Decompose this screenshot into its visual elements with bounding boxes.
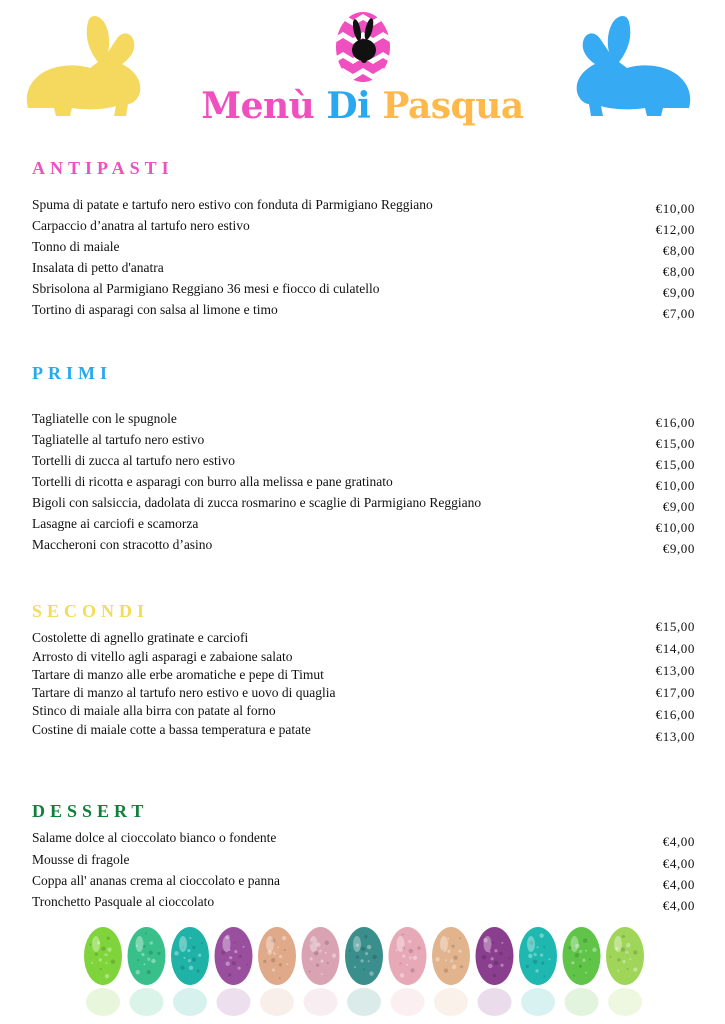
item-price: €10,00 (655, 520, 695, 535)
easter-egg-icon (519, 927, 557, 1016)
menu-item (32, 514, 695, 534)
item-name: Insalata di petto d'anatra (32, 260, 164, 275)
item-price: €15,00 (655, 436, 695, 451)
item-name: Coppa all' ananas crema al cioccolato e panna (32, 873, 280, 888)
item-name: Tronchetto Pasquale al cioccolato (32, 894, 215, 909)
menu-item (32, 409, 695, 429)
menu-item (32, 535, 695, 555)
section-title-antipasti: ANTIPASTI (32, 158, 174, 178)
menu-item (32, 300, 695, 320)
item-name: Tortino di asparagi con salsa al limone e timo (32, 302, 278, 317)
item-name: Tartare di manzo al tartufo nero estivo e uovo di quaglia (32, 685, 336, 700)
item-price: €7,00 (662, 306, 695, 321)
item-name: Tortelli di zucca al tartufo nero estivo (32, 453, 235, 468)
easter-egg-icon (389, 927, 427, 1016)
item-name: Salame dolce al cioccolato bianco o fondente (32, 830, 277, 845)
menu-item (32, 619, 695, 648)
item-price: €10,00 (655, 478, 695, 493)
item-price: €10,00 (655, 201, 695, 216)
item-price: €8,00 (662, 243, 695, 258)
item-price: €17,00 (655, 685, 695, 700)
item-price: €16,00 (655, 707, 695, 722)
menu-item (32, 430, 695, 450)
easter-egg-icon (215, 927, 253, 1016)
menu-item (32, 493, 695, 513)
item-price: €12,00 (655, 222, 695, 237)
easter-egg-icon (345, 927, 383, 1016)
menu-item (32, 472, 695, 492)
menu-item (32, 828, 695, 848)
menu-item (32, 683, 695, 703)
menu-item (32, 237, 695, 257)
item-name: Mousse di fragole (32, 852, 130, 867)
item-price: €9,00 (662, 499, 695, 514)
item-name: Costine di maiale cotte a bassa temperatura e patate (32, 722, 311, 737)
item-name: Arrosto di vitello agli asparagi e zabaione salato (32, 649, 293, 664)
item-name: Tonno di maiale (32, 239, 120, 254)
menu-item (32, 279, 695, 299)
item-name: Tartare di manzo alle erbe aromatiche e pepe di Timut (32, 667, 324, 682)
title-word-menu: Menù (201, 85, 315, 127)
item-name: Costolette di agnello gratinate e carciofi (32, 630, 249, 645)
easter-eggs-row (82, 924, 647, 1022)
easter-egg-icon (128, 927, 166, 1016)
item-name: Tortelli di ricotta e asparagi con burro alla melissa e pane gratinato (32, 474, 393, 489)
easter-egg-logo-icon (333, 8, 393, 84)
menu-item (32, 258, 695, 278)
item-price: €14,00 (655, 641, 695, 656)
easter-egg-icon (84, 927, 122, 1016)
item-price: €15,00 (655, 457, 695, 472)
item-price: €8,00 (662, 264, 695, 279)
item-name: Spuma di patate e tartufo nero estivo con fonduta di Parmigiano Reggiano (32, 197, 433, 212)
item-name: Lasagne ai carciofi e scamorza (32, 516, 199, 531)
item-price: €4,00 (662, 898, 695, 913)
menu-item (32, 701, 695, 721)
menu-item (32, 665, 695, 685)
menu-item (32, 850, 695, 870)
section-title-primi: PRIMI (32, 363, 112, 383)
title-word-pasqua: Pasqua (382, 85, 524, 127)
menu-item (32, 871, 695, 891)
easter-egg-icon (171, 927, 209, 1016)
item-name: Tagliatelle con le spugnole (32, 411, 177, 426)
section-title-dessert: DESSERT (32, 801, 149, 821)
item-name: Tagliatelle al tartufo nero estivo (32, 432, 205, 447)
item-price: €15,00 (655, 619, 695, 634)
item-price: €4,00 (662, 834, 695, 849)
menu-item (32, 720, 695, 744)
section-title-secondi: SECONDI (32, 601, 150, 621)
easter-egg-icon (563, 927, 601, 1016)
easter-egg-icon (432, 927, 470, 1016)
easter-egg-icon (258, 927, 296, 1016)
item-price: €16,00 (655, 415, 695, 430)
menu-item (32, 216, 695, 236)
title-word-di: Di (326, 85, 371, 127)
menu-item (32, 641, 695, 667)
item-price: €9,00 (662, 541, 695, 556)
item-price: €9,00 (662, 285, 695, 300)
page-title (0, 84, 725, 128)
item-price: €13,00 (655, 663, 695, 678)
item-name: Stinco di maiale alla birra con patate al forno (32, 703, 276, 718)
item-name: Sbrisolona al Parmigiano Reggiano 36 mesi e fiocco di culatello (32, 281, 380, 296)
easter-egg-icon (606, 927, 644, 1016)
item-name: Maccheroni con stracotto d’asino (32, 537, 213, 552)
menu-item (32, 451, 695, 471)
item-name: Carpaccio d’anatra al tartufo nero estivo (32, 218, 250, 233)
menu-item (32, 892, 695, 912)
item-price: €4,00 (662, 877, 695, 892)
easter-egg-icon (302, 927, 340, 1016)
item-price: €4,00 (662, 856, 695, 871)
easter-egg-icon (476, 927, 514, 1016)
item-price: €13,00 (655, 729, 695, 744)
menu-item (32, 195, 695, 215)
item-name: Bigoli con salsiccia, dadolata di zucca rosmarino e scaglie di Parmigiano Reggiano (32, 495, 482, 510)
